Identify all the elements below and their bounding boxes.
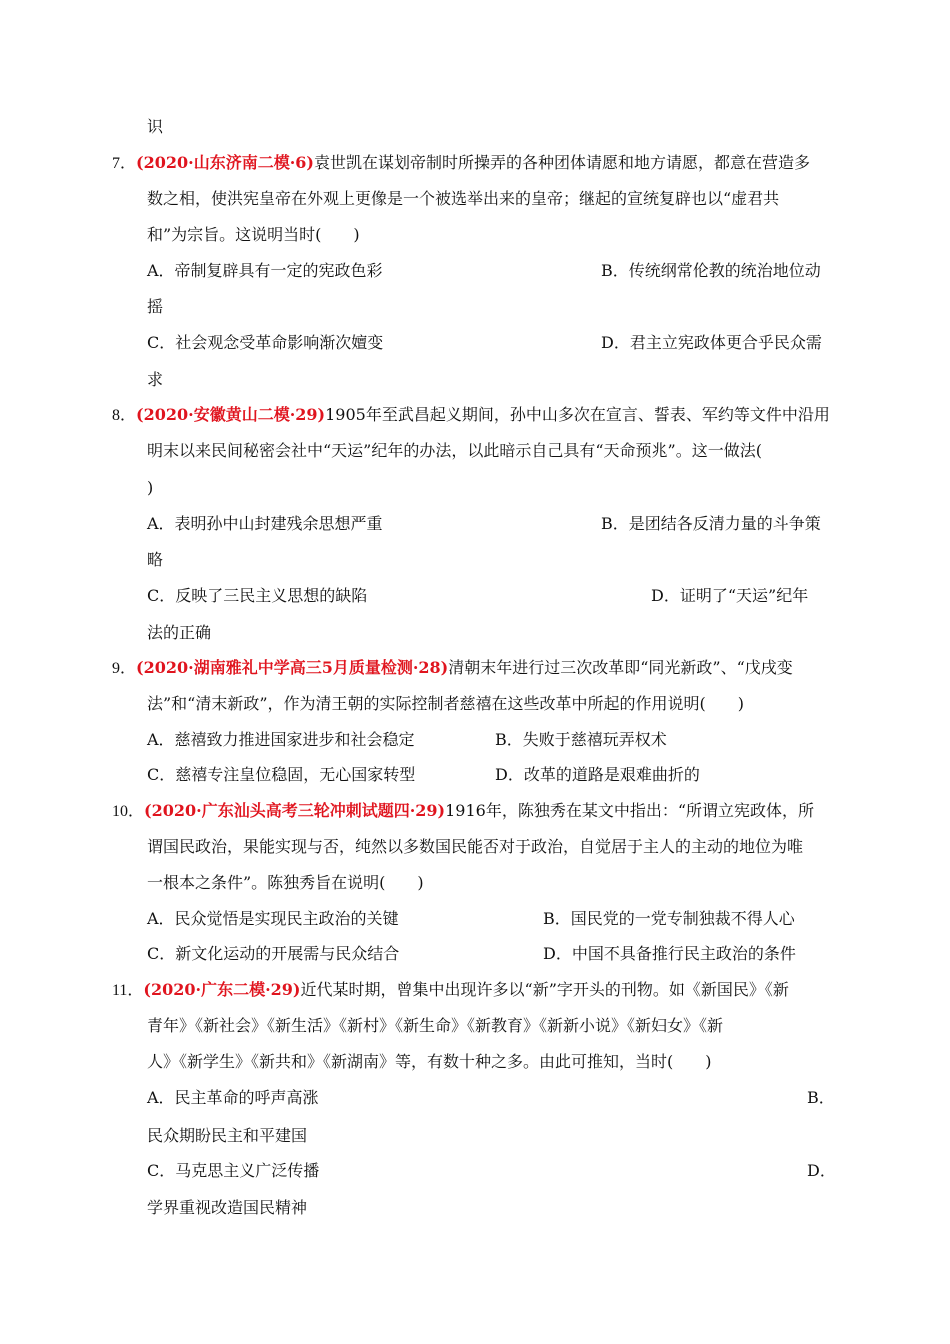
option-d: D．改革的道路是艰难曲折的 [495,765,700,784]
question-7-line-2: 数之相，使洪宪皇帝在外观上更像是一个被选举出来的皇帝；继起的宣统复辟也以“虚君共 [147,189,780,208]
question-8-line-2: 明末以来民间秘密会社中“天运”纪年的办法，以此暗示自己具有“天命预兆”。这一做法( [147,441,762,460]
option-c: C．社会观念受革命影响渐次嬗变 [147,333,384,352]
question-stem: 清朝末年进行过三次改革即“同光新政”、“戊戌变 [448,658,793,677]
option-a: A．民主革命的呼声高涨 [147,1088,319,1107]
option-a: A．民众觉悟是实现民主政治的关键 [147,909,399,928]
question-source: (2020·湖南雅礼中学高三5月质量检测·28) [136,658,449,677]
option-d: D．中国不具备推行民主政治的条件 [543,944,796,963]
option-c: C．新文化运动的开展需与民众结合 [147,944,400,963]
question-source: (2020·广东二模·29) [143,980,301,999]
option-b-wrap: 摇 [147,297,164,316]
question-8-line-3: ) [147,478,154,497]
option-b: B．是团结各反清力量的斗争策 [601,514,821,533]
question-10-line-3: 一根本之条件”。陈独秀旨在说明( ) [147,873,424,892]
option-c: C．马克思主义广泛传播 [147,1161,320,1180]
question-number: 7． [112,155,137,172]
option-c: C．慈禧专注皇位稳固，无心国家转型 [147,765,416,784]
question-9-line-2: 法”和“清末新政”，作为清王朝的实际控制者慈禧在这些改革中所起的作用说明( ) [147,694,745,713]
question-11-line-1 [112,980,789,1001]
question-source: (2020·安徽黄山二模·29) [136,405,326,424]
option-d-wrap: 法的正确 [147,623,212,642]
option-b: B． [807,1088,835,1107]
option-b-wrap: 民众期盼民主和平建国 [147,1126,308,1145]
question-10-line-1 [112,801,814,822]
continuation-text: 识 [147,117,164,136]
question-11-line-3: 人》《新学生》《新共和》《新湖南》等，有数十种之多。由此可推知，当时( ) [147,1052,712,1071]
question-7-line-3: 和”为宗旨。这说明当时( ) [147,225,360,244]
question-7-line-1 [112,153,810,174]
option-b: B．失败于慈禧玩弄权术 [495,730,667,749]
question-number: 10． [112,803,145,820]
option-d: D．证明了“天运”纪年 [651,586,809,605]
option-a: A．表明孙中山封建残余思想严重 [147,514,383,533]
question-11-line-2: 青年》《新社会》《新生活》《新村》《新生命》《新教育》《新新小说》《新妇女》《新 [147,1016,724,1035]
option-d: D．君主立宪政体更合乎民众需 [601,333,822,352]
option-d-wrap: 学界重视改造国民精神 [147,1198,308,1217]
question-source: (2020·山东济南二模·6) [136,153,314,172]
option-b: B．国民党的一党专制独裁不得人心 [543,909,795,928]
question-number: 11． [112,982,144,999]
question-stem: 1905年至武昌起义期间，孙中山多次在宣言、誓表、军约等文件中沿用 [325,405,830,424]
question-stem: 袁世凯在谋划帝制时所操弄的各种团体请愿和地方请愿，都意在营造多 [313,153,810,172]
question-8-line-1 [112,405,830,426]
option-d-wrap: 求 [147,370,164,389]
option-c: C．反映了三民主义思想的缺陷 [147,586,368,605]
question-stem: 近代某时期，曾集中出现许多以“新”字开头的刊物。如《新国民》《新 [300,980,789,999]
option-b: B．传统纲常伦教的统治地位动 [601,261,821,280]
option-a: A．帝制复辟具有一定的宪政色彩 [147,261,383,280]
question-number: 8． [112,407,137,424]
option-d: D． [807,1161,836,1180]
option-a: A．慈禧致力推进国家进步和社会稳定 [147,730,415,749]
question-stem: 1916年，陈独秀在某文中指出：“所谓立宪政体，所 [445,801,815,820]
question-number: 9． [112,660,137,677]
question-source: (2020·广东汕头高考三轮冲刺试题四·29) [144,801,446,820]
question-10-line-2: 谓国民政治，果能实现与否，纯然以多数国民能否对于政治，自觉居于主人的主动的地位为唯 [147,837,804,856]
question-9-line-1 [112,658,793,679]
option-b-wrap: 略 [147,550,164,569]
